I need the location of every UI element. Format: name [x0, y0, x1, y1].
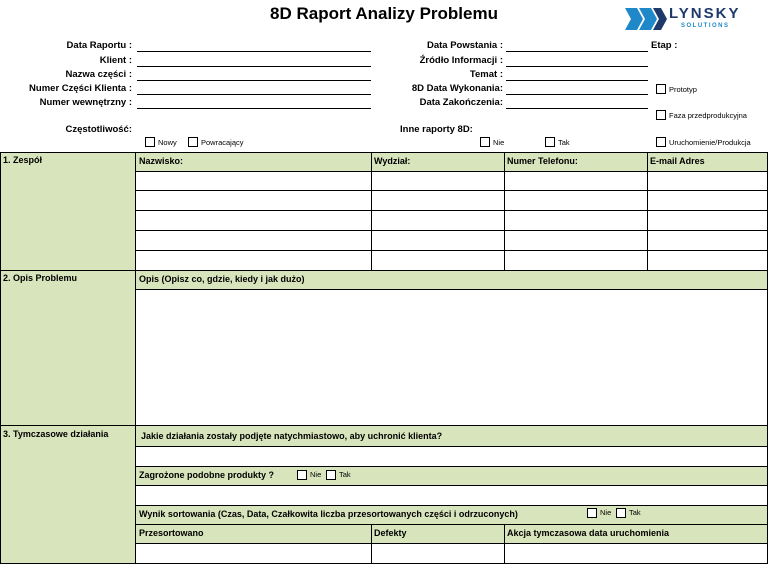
field-data-powstania[interactable] — [506, 51, 648, 52]
field-8d-data-wykonania[interactable] — [506, 94, 648, 95]
option-similar-tak: Tak — [339, 470, 351, 479]
checkbox-faza-przedprodukcyjna[interactable] — [656, 110, 666, 120]
label-etap: Etap : — [651, 40, 678, 51]
col-email: E-mail Adres — [650, 156, 705, 166]
temp-question: Jakie działania zostały podjęte natychmiastowo, aby uchronić klienta? — [141, 431, 443, 441]
label-klient: Klient : — [99, 55, 132, 66]
label-czestotliwosc: Częstotliwość: — [65, 124, 132, 135]
team-members-table-body[interactable] — [136, 172, 767, 269]
checkbox-prototyp[interactable] — [656, 84, 666, 94]
checkbox-similar-tak[interactable] — [326, 470, 336, 480]
option-inne-nie: Nie — [493, 138, 505, 147]
problem-description-area[interactable] — [136, 290, 767, 424]
field-data-zakonczenia[interactable] — [506, 108, 648, 109]
checkbox-uruchomienie-produkcja[interactable] — [656, 137, 666, 147]
option-inne-tak: Tak — [558, 138, 570, 147]
col-przesortowano: Przesortowano — [139, 528, 204, 538]
option-powracajacy: Powracający — [201, 138, 244, 147]
option-sorting-tak: Tak — [629, 508, 641, 517]
label-zrodlo-informacji: Źródło Informacji : — [419, 55, 503, 66]
checkbox-inne-tak[interactable] — [545, 137, 555, 147]
logo-name: LYNSKY — [669, 5, 741, 22]
label-8d-data-wykonania: 8D Data Wykonania: — [411, 83, 503, 94]
temp-sorting-label: Wynik sortowania (Czas, Data, Czałkowita liczba przesortowanych części i odrzuconych) — [139, 509, 518, 519]
option-prototyp: Prototyp — [669, 85, 697, 94]
option-similar-nie: Nie — [310, 470, 322, 479]
problem-prompt: Opis (Opisz co, gdzie, kiedy i jak dużo) — [139, 274, 305, 284]
field-data-raportu[interactable] — [137, 51, 371, 52]
temp-columns-row — [135, 524, 768, 543]
option-faza-przedprodukcyjna: Faza przedprodukcyjna — [669, 111, 747, 120]
field-numer-wewnetrzny[interactable] — [137, 108, 371, 109]
label-nazwa-czesci: Nazwa części : — [65, 69, 132, 80]
label-temat: Temat : — [469, 69, 503, 80]
col-defekty: Defekty — [374, 528, 407, 538]
page-title: 8D Raport Analizy Problemu — [270, 4, 498, 23]
field-temat[interactable] — [506, 80, 648, 81]
option-nowy: Nowy — [158, 138, 177, 147]
checkbox-sorting-tak[interactable] — [616, 508, 626, 518]
field-klient[interactable] — [137, 66, 371, 67]
section-problem-label: 2. Opis Problemu — [3, 273, 78, 283]
col-wydzial: Wydział: — [374, 156, 411, 166]
col-nazwisko: Nazwisko: — [139, 156, 184, 166]
section-label-column — [0, 152, 135, 564]
label-data-raportu: Data Raportu : — [66, 40, 132, 51]
similar-products-field[interactable] — [136, 486, 767, 504]
option-sorting-nie: Nie — [600, 508, 612, 517]
col-numer-telefonu: Numer Telefonu: — [507, 156, 578, 166]
checkbox-inne-nie[interactable] — [480, 137, 490, 147]
checkbox-sorting-nie[interactable] — [587, 508, 597, 518]
sorting-results-row[interactable] — [136, 544, 767, 562]
label-numer-czesci-klienta: Numer Części Klienta : — [29, 83, 132, 94]
checkbox-nowy[interactable] — [145, 137, 155, 147]
label-data-zakonczenia: Data Zakończenia: — [419, 97, 503, 108]
checkbox-powracajacy[interactable] — [188, 137, 198, 147]
label-data-powstania: Data Powstania : — [426, 40, 503, 51]
temp-actions-field[interactable] — [136, 447, 767, 465]
logo-chevrons-icon — [625, 6, 669, 32]
label-numer-wewnetrzny: Numer wewnętrzny : — [39, 97, 132, 108]
field-zrodlo-informacji[interactable] — [506, 66, 648, 67]
section-temp-label: 3. Tymczasowe działania — [3, 429, 109, 439]
field-numer-czesci-klienta[interactable] — [137, 94, 371, 95]
col-akcja-tymczasowa: Akcja tymczasowa data uruchomienia — [507, 528, 670, 538]
logo-sub: SOLUTIONS — [681, 23, 730, 29]
label-inne-raporty: Inne raporty 8D: — [400, 124, 473, 135]
checkbox-similar-nie[interactable] — [297, 470, 307, 480]
option-uruchomienie-produkcja: Uruchomienie/Produkcja — [669, 138, 751, 147]
field-nazwa-czesci[interactable] — [137, 80, 371, 81]
temp-similar-label: Zagrożone podobne produkty ? — [139, 470, 274, 480]
company-logo — [625, 3, 765, 35]
section-team-label: 1. Zespół — [3, 155, 43, 165]
